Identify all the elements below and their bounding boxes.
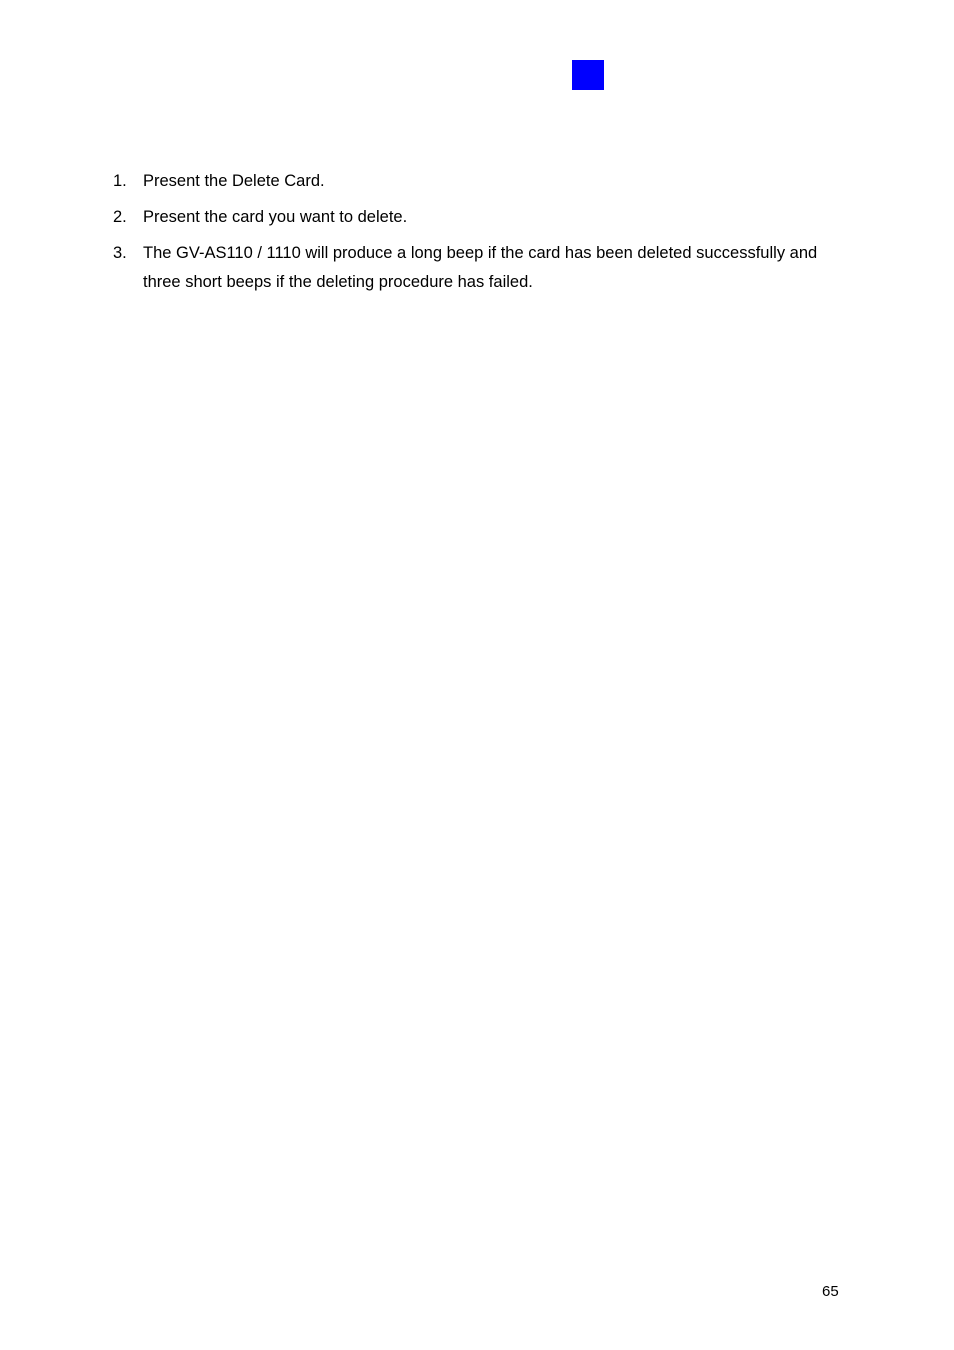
list-item <box>113 203 853 232</box>
page-number: 65 <box>822 1283 839 1300</box>
procedure-steps-list <box>113 167 853 304</box>
step-text: Present the Delete Card. <box>143 172 325 190</box>
step-text: Present the card you want to delete. <box>143 208 408 226</box>
step-number: 2. <box>113 208 127 226</box>
section-marker-block <box>572 60 604 90</box>
list-item <box>113 167 853 196</box>
step-number: 1. <box>113 172 127 190</box>
list-item <box>113 239 853 297</box>
step-number: 3. <box>113 244 127 262</box>
step-text: The GV-AS110 / 1110 will produce a long beep if the card has been deleted successfully and three short beeps if the deleting procedure has failed. <box>143 244 818 291</box>
